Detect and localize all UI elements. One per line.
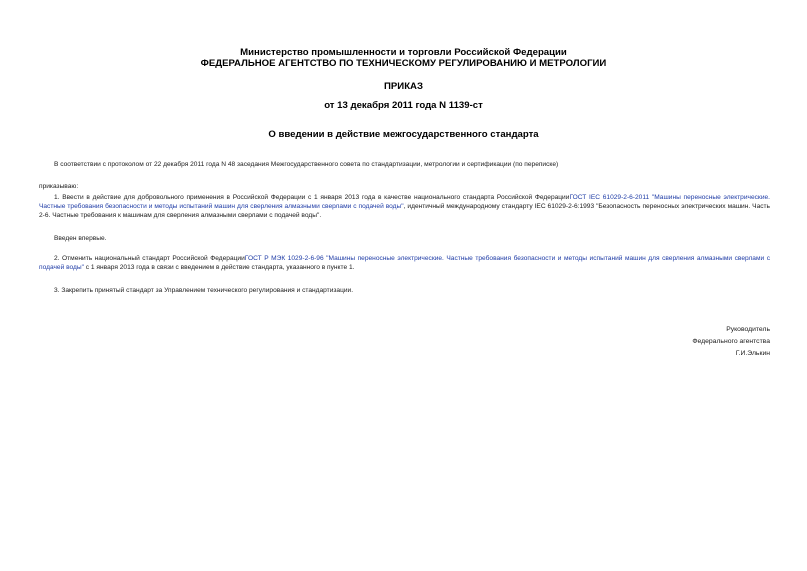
item-1-paragraph <box>39 193 770 220</box>
item-1-prefix: 1. Ввести в действие для добровольного применения в Российской Федерации с 1 января 2013 года в качестве национального стандарта Российской Федерации <box>54 194 570 201</box>
agency-title: ФЕДЕРАЛЬНОЕ АГЕНТСТВО ПО ТЕХНИЧЕСКОМУ РЕГУЛИРОВАНИЮ И МЕТРОЛОГИИ <box>200 58 607 69</box>
doc-date-number: от 13 декабря 2011 года N 1139-ст <box>324 100 483 111</box>
ministry-title: Министерство промышленности и торговли Российской Федерации <box>240 47 567 58</box>
item-2-standard-link[interactable]: ГОСТ Р МЭК 1029-2-6-96 "Машины переносные электрические. Частные требования безопасности и методы испытаний машин для сверления алмазными сверлами с подачей воды" <box>39 255 771 271</box>
signature-org: Федерального агентства <box>692 338 770 345</box>
doc-type-title: ПРИКАЗ <box>384 81 423 92</box>
protocol-paragraph: В соответствии с протоколом от 22 декабря 2011 года N 48 заседания Межгосударственного совета по стандартизации, метрологии и сертификации (по переписке) <box>54 161 559 168</box>
order-word: приказываю: <box>39 183 79 190</box>
item-1-standard-link[interactable]: ГОСТ IEC 61029-2-6-2011 "Машины переносные электрические. Частные требования безопасности и методы испытаний машин для сверления алмазными сверлами с подачей воды" <box>39 194 770 210</box>
signature-title: Руководитель <box>726 326 770 333</box>
first-time-note: Введен впервые. <box>54 235 107 242</box>
item-2-suffix: с 1 января 2013 года в связи с введением в действие стандарта, указанного в пункте 1. <box>83 264 355 271</box>
item-2-paragraph <box>39 254 770 272</box>
item-1-suffix: , идентичный международному стандарту IEC 61029-2-6:1993 "Безопасность переносных электрических машин. Часть 2-6. Частные требования к машинам для сверления алмазными сверлами с подачей воды". <box>39 203 770 219</box>
doc-subject: О введении в действие межгосударственного стандарта <box>268 129 539 140</box>
item-3-paragraph: 3. Закрепить принятый стандарт за Управлением технического регулирования и стандартизации. <box>54 287 354 294</box>
signature-name: Г.И.Элькин <box>735 350 770 357</box>
item-2-prefix: 2. Отменить национальный стандарт Российской Федерации <box>54 255 245 262</box>
